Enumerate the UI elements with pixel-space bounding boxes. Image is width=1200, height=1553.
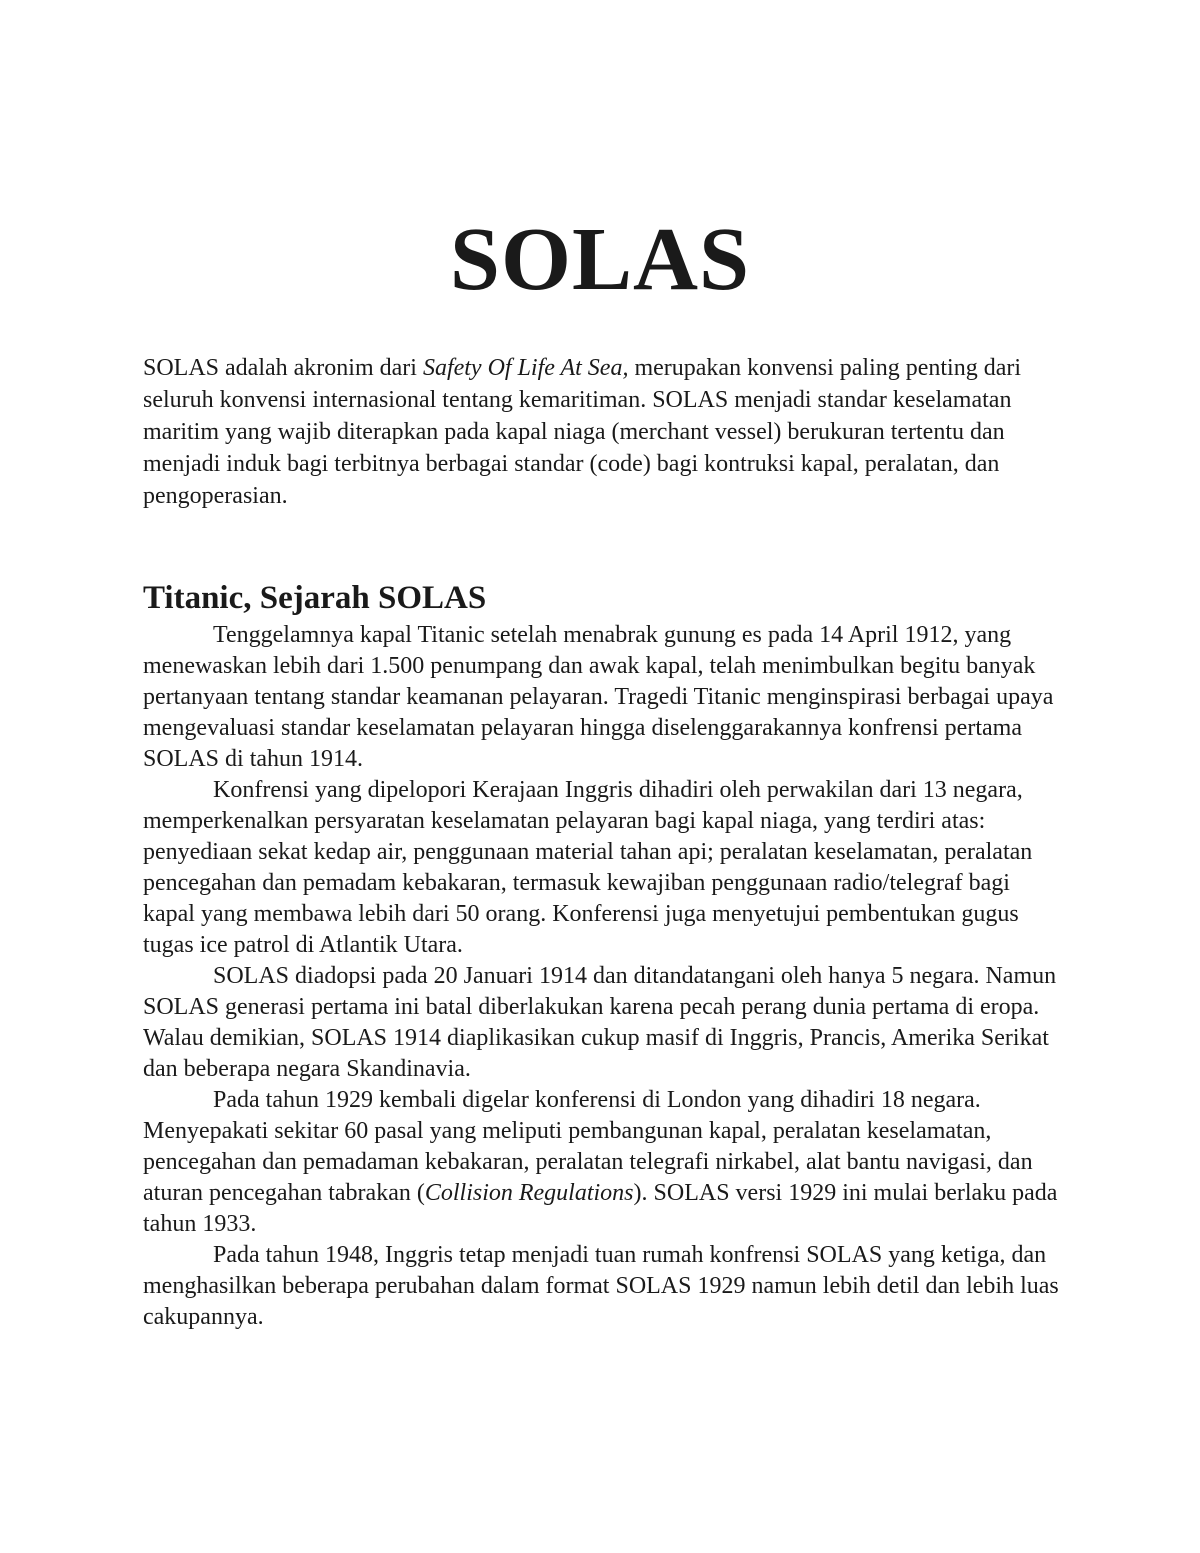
section-body xyxy=(143,620,1063,1333)
paragraph-4-text-start: Pada tahun 1929 kembali digelar konferensi di London yang dihadiri 18 negara. Menyepakati sekitar 60 pasal yang meliputi pembangunan kapal, peralatan keselamatan, pencegahan dan pemadaman kebakaran, peralatan telegrafi nirkabel, alat bantu navigasi, dan aturan pencegahan tabrakan ( xyxy=(143,1087,1033,1206)
intro-text-start: SOLAS adalah akronim dari xyxy=(143,355,423,381)
section-heading: Titanic, Sejarah SOLAS xyxy=(143,580,487,616)
intro-text-end: merupakan konvensi paling penting dari seluruh konvensi internasional tentang kemaritiman. SOLAS menjadi standar keselamatan maritim yang wajib diterapkan pada kapal niaga (merchant vessel) berukuran tertentu dan menjadi induk bagi terbitnya berbagai standar (code) bagi kontruksi kapal, peralatan, dan pengoperasian. xyxy=(143,355,1022,509)
paragraph-3: SOLAS diadopsi pada 20 Januari 1914 dan ditandatangani oleh hanya 5 negara. Namun SOLAS generasi pertama ini batal diberlakukan karena pecah perang dunia pertama di eropa. Walau demikian, SOLAS 1914 diaplikasikan cukup masif di Inggris, Prancis, Amerika Serikat dan beberapa negara Skandinavia. xyxy=(143,963,1057,1082)
paragraph-5: Pada tahun 1948, Inggris tetap menjadi tuan rumah konfrensi SOLAS yang ketiga, dan menghasilkan beberapa perubahan dalam format SOLAS 1929 namun lebih detil dan lebih luas cakupannya. xyxy=(143,1242,1059,1330)
paragraph-4 xyxy=(143,1085,1063,1240)
intro-italic-phrase: Safety Of Life At Sea, xyxy=(422,355,629,381)
paragraph-4-italic-phrase: Collision Regulations xyxy=(424,1180,634,1206)
paragraph-1: Tenggelamnya kapal Titanic setelah menabrak gunung es pada 14 April 1912, yang menewaskan lebih dari 1.500 penumpang dan awak kapal, telah menimbulkan begitu banyak pertanyaan tentang standar keamanan pelayaran. Tragedi Titanic menginspirasi berbagai upaya mengevaluasi standar keselamatan pelayaran hingga diselenggarakannya konfrensi pertama SOLAS di tahun 1914. xyxy=(143,622,1054,772)
paragraph-4-text-end: ). SOLAS versi 1929 ini mulai berlaku pada tahun 1933. xyxy=(143,1180,1058,1237)
intro-paragraph xyxy=(143,352,1063,512)
document-title: SOLAS xyxy=(449,210,751,310)
paragraph-2: Konfrensi yang dipelopori Kerajaan Inggris dihadiri oleh perwakilan dari 13 negara, memperkenalkan persyaratan keselamatan pelayaran bagi kapal niaga, yang terdiri atas: penyediaan sekat kedap air, penggunaan material tahan api; peralatan keselamatan, peralatan pencegahan dan pemadam kebakaran, termasuk kewajiban penggunaan radio/telegraf bagi kapal yang membawa lebih dari 50 orang. Konferensi juga menyetujui pembentukan gugus tugas ice patrol di Atlantik Utara. xyxy=(143,777,1033,958)
